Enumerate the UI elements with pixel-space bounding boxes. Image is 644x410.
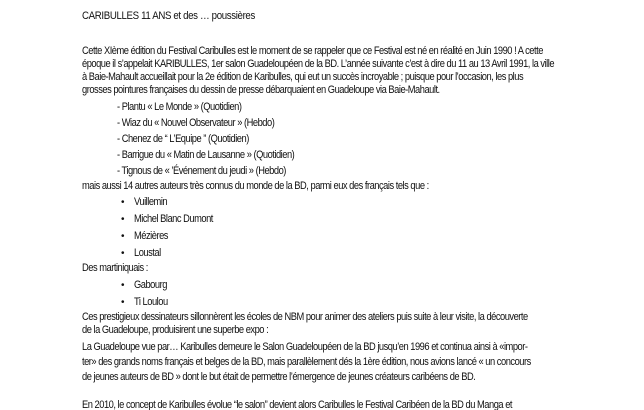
bullet-icon: • — [121, 248, 125, 259]
press-item: - Tignous de « ’Événement du jeudi » (Hebdo) — [117, 165, 286, 177]
press-item: - Barrigue du « Matin de Lausanne » (Quotidien) — [117, 149, 295, 161]
press-item: - Chenez de “ L’Equipe ” (Quotidien) — [117, 133, 249, 145]
closing-line-5: de jeunes auteurs de BD » dont le but était de permettre l’émergence de jeunes créateurs caribéens de BD. — [82, 371, 476, 383]
intro-line-3: à Baie-Mahault accueillait pour la 2e édition de Karibulles, qui eut un succès incroyable ; puisque pour l’occasion, les plus — [82, 71, 524, 83]
bullet-icon: • — [121, 297, 125, 308]
bullet-icon: • — [121, 214, 125, 225]
intro-line-1: Cette XIème édition du Festival Caribulles est le moment de se rappeler que ce Festival est né en réalité en Juin 1990 ! A cette — [82, 45, 543, 57]
closing-line-6: En 2010, le concept de Karibulles évolue “le salon” devient alors Caribulles le Festival Caribéen de la BD du Manga et — [82, 399, 513, 410]
french-author: Loustal — [134, 247, 161, 259]
martinique-author: Gabourg — [134, 279, 167, 291]
bullet-icon: • — [121, 197, 125, 208]
martinique-author: Ti Loulou — [134, 296, 168, 308]
intro-line-2: époque il s’appelait KARIBULLES, 1er salon Guadeloupéen de la BD. L’année suivante c’est à dire du 11 au 13 Avril 1991, la ville — [82, 58, 555, 70]
press-item: - Plantu « Le Monde » (Quotidien) — [117, 101, 242, 113]
authors-intro: mais aussi 14 autres auteurs très connus du monde de la BD, parmi eux des français tels que : — [82, 180, 429, 192]
martinique-heading: Des martiniquais : — [82, 262, 148, 274]
intro-line-4: grosses pointures françaises du dessin de presse débarquaient en Guadeloupe via Baie-Mahault. — [82, 84, 440, 96]
bullet-icon: • — [121, 280, 125, 291]
closing-line-1: Ces prestigieux dessinateurs sillonnèrent les écoles de NBM pour animer des ateliers puis suite à leur visite, la découverte — [82, 311, 528, 323]
press-item: - Wiaz du « Nouvel Observateur » (Hebdo) — [117, 117, 275, 129]
french-author: Michel Blanc Dumont — [134, 213, 213, 225]
french-author: Vuillemin — [134, 196, 168, 208]
closing-line-2: de la Guadeloupe, produisirent une superbe expo : — [82, 324, 269, 336]
closing-line-3: La Guadeloupe vue par… Karibulles demeure le Salon Guadeloupéen de la BD jusqu’en 1996 et continua ainsi à «impor- — [82, 341, 528, 353]
closing-line-4: ter» des grands noms français et belges de la BD, mais parallèlement dés la 1ère édition, nous avions lancé « un concours — [82, 356, 531, 368]
bullet-icon: • — [121, 231, 125, 242]
french-author: Mézières — [134, 230, 168, 242]
document-title: CARIBULLES 11 ANS et des … poussières — [82, 10, 255, 22]
